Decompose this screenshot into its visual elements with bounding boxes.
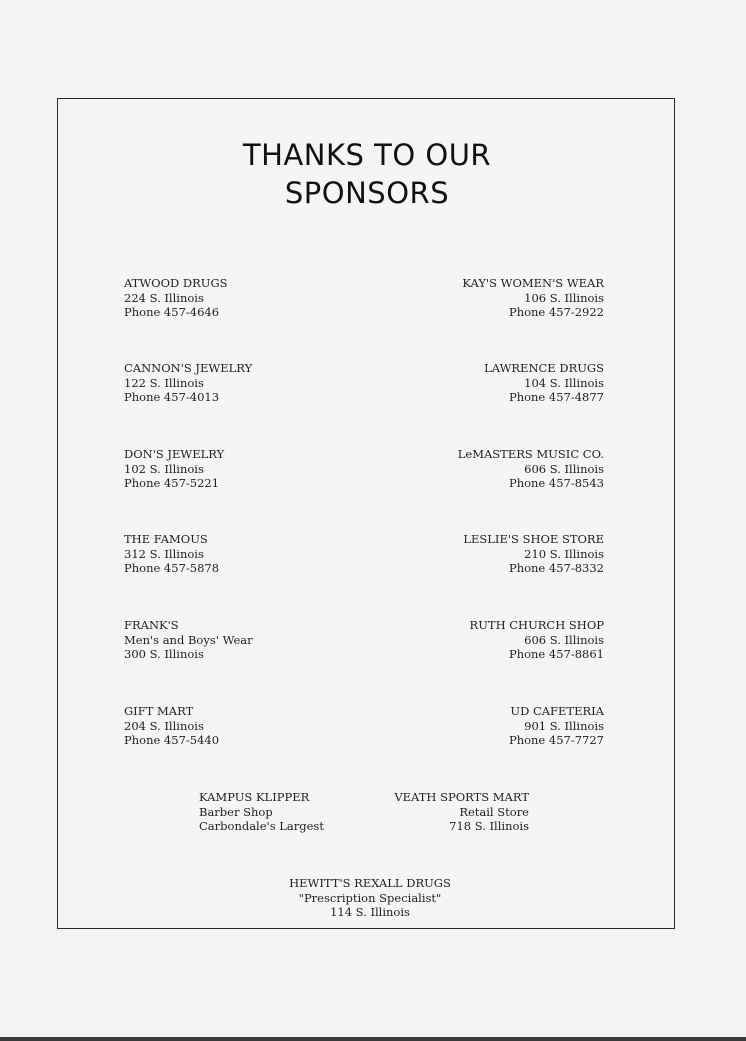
sponsor-detail: Phone 457-4646 [124,305,220,320]
sponsor-name: ATWOOD DRUGS [124,276,228,290]
sponsor-kays-womens-wear [462,276,604,320]
sponsor-lawrence-drugs [484,361,604,405]
sponsor-detail: 104 S. Illinois [524,375,604,390]
sponsor-detail: 210 S. Illinois [524,546,604,561]
sponsor-ud-cafeteria [509,704,604,748]
sponsor-detail: "Prescription Specialist" [298,890,442,905]
sponsor-detail: 102 S. Illinois [124,461,204,476]
sponsor-detail: 606 S. Illinois [524,632,604,647]
sponsor-detail: Phone 457-5440 [124,733,220,748]
sponsor-name: RUTH CHURCH SHOP [469,618,604,632]
sponsor-name: KAY'S WOMEN'S WEAR [462,276,604,290]
title-line-1: THANKS TO OUR [242,138,492,172]
sponsor-name: UD CAFETERIA [510,704,604,718]
sponsor-name: FRANK'S [124,618,179,632]
sponsor-detail: Retail Store [459,804,529,819]
page-title [0,136,734,212]
page-border [57,98,675,929]
sponsor-dons-jewelry [124,447,224,491]
sponsor-name: DON'S JEWELRY [124,447,225,461]
sponsor-detail: Phone 457-8332 [508,561,604,576]
sponsor-name: LESLIE'S SHOE STORE [463,532,604,546]
sponsor-detail: Phone 457-4013 [124,390,220,405]
sponsor-name: CANNON'S JEWELRY [124,361,253,375]
sponsor-name: KAMPUS KLIPPER [199,790,310,804]
sponsor-detail: 224 S. Illinois [124,290,204,305]
sponsor-the-famous [124,532,219,576]
sponsor-detail: 106 S. Illinois [524,290,604,305]
sponsor-name: VEATH SPORTS MART [394,790,529,804]
sponsor-detail: Men's and Boys' Wear [124,632,253,647]
sponsor-detail: Phone 457-7727 [508,733,604,748]
sponsor-detail: 300 S. Illinois [124,647,204,662]
sponsor-detail: Phone 457-5878 [124,561,220,576]
sponsor-detail: Carbondale's Largest [199,819,324,834]
sponsor-leslies-shoe-store [463,532,604,576]
sponsor-detail: Phone 457-4877 [508,390,604,405]
sponsor-name: LAWRENCE DRUGS [484,361,604,375]
sponsor-detail: 606 S. Illinois [524,461,604,476]
sponsor-atwood-drugs [124,276,228,320]
sponsor-detail: Phone 457-8861 [508,647,604,662]
sponsor-detail: Phone 457-2922 [508,305,604,320]
sponsor-detail: Phone 457-5221 [124,476,220,491]
sponsor-name: GIFT MART [124,704,194,718]
sponsor-detail: Phone 457-8543 [508,476,604,491]
sponsor-franks [124,618,253,662]
sponsor-detail: 114 S. Illinois [330,905,410,920]
sponsor-detail: 122 S. Illinois [124,375,204,390]
title-line-2: SPONSORS [284,176,450,210]
sponsor-gift-mart [124,704,219,748]
sponsor-detail: 312 S. Illinois [124,546,204,561]
sponsor-lemasters-music [458,447,604,491]
sponsor-detail: 204 S. Illinois [124,718,204,733]
sponsor-detail: 901 S. Illinois [524,718,604,733]
sponsor-ruth-church-shop [470,618,604,662]
scan-edge [0,1037,746,1041]
sponsor-name: LeMASTERS MUSIC CO. [457,447,604,461]
sponsor-detail: Barber Shop [199,804,273,819]
sponsor-hewitts-rexall-drugs [0,876,740,920]
sponsor-veath-sports-mart [394,790,529,834]
sponsor-name: HEWITT'S REXALL DRUGS [289,876,451,890]
sponsor-cannons-jewelry [124,361,252,405]
sponsor-kampus-klipper [199,790,324,834]
sponsor-detail: 718 S. Illinois [449,819,529,834]
sponsor-name: THE FAMOUS [124,532,208,546]
